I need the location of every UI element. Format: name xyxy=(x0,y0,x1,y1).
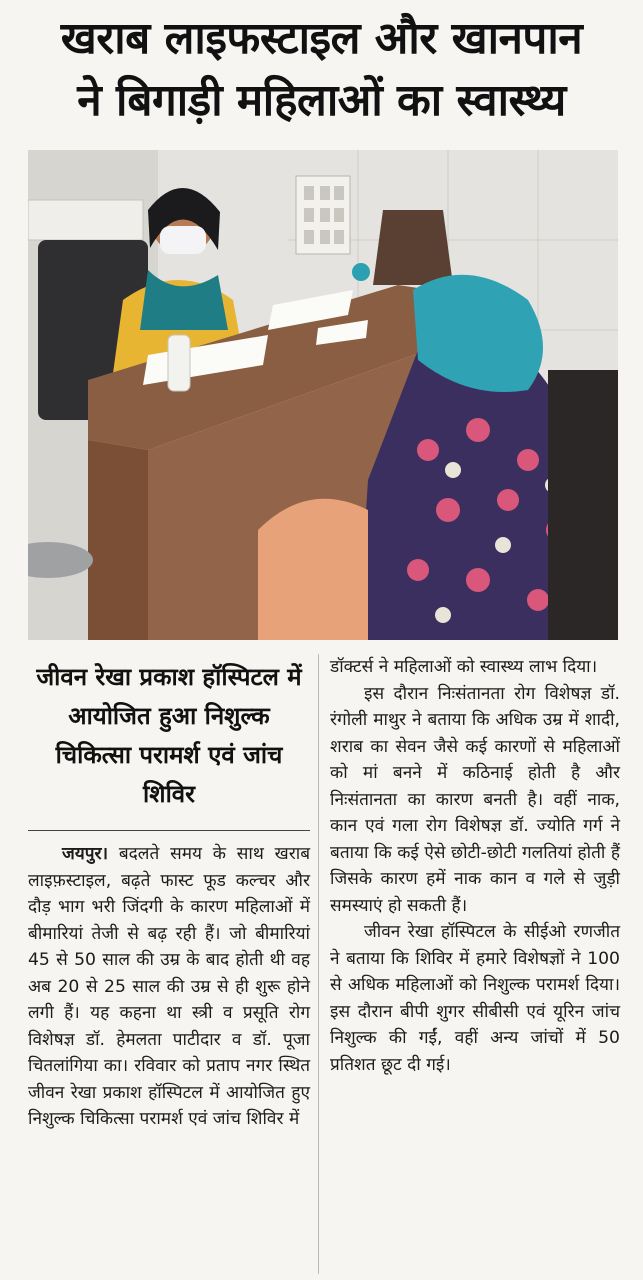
left-column xyxy=(28,654,310,1274)
right-column xyxy=(330,654,620,1274)
subheadline-rule xyxy=(28,830,310,831)
headline-line-1: खराब लाइफस्टाइल और खानपान xyxy=(60,13,583,64)
right-paragraph-3: जीवन रेखा हॉस्पिटल के सीईओ रणजीत ने बताया कि शिविर में हमारे विशेषज्ञों ने 100 से अधिक महिलाओं को निशुल्क परामर्श दिया। इस दौरान बीपी शुगर सीबीसी एवं यूरिन जांच निशुल्क की गईं, वहीं अन्य जांचों में 50 प्रतिशत छूट दी गई। xyxy=(330,922,620,1075)
left-paragraph-text: बदलते समय के साथ खराब लाइफ़स्टाइल, बढ़ते फास्ट फूड कल्चर और दौड़ भाग भरी जिंदगी के कारण महिलाओं में बीमारियां तेजी से बढ़ रही हैं। जो बीमारियां 45 से 50 साल की उम्र के बाद होती थी वह अब 20 से 25 साल की उम्र से ही शुरू होने लगी हैं। यह कहना था स्त्री व प्रसूति रोग विशेषज्ञ डॉ. हेमलता पाटीदार व डॉ. पूजा चितलांगिया का। रविवार को प्रताप नगर स्थित जीवन रेखा प्रकाश हॉस्पिटल में आयोजित हुए निशुल्क चिकित्सा परामर्श एवं जांच शिविर में xyxy=(28,844,311,1129)
clinic-consultation-photo xyxy=(28,150,618,640)
left-paragraph xyxy=(28,841,310,1133)
column-divider xyxy=(318,654,319,1274)
headline-line-2: ने बिगाड़ी महिलाओं का स्वास्थ्य xyxy=(77,75,566,126)
headline xyxy=(10,8,633,140)
news-photo xyxy=(28,150,618,640)
right-paragraph-1: डॉक्टर्स ने महिलाओं को स्वास्थ्य लाभ दिया। xyxy=(330,657,598,677)
dateline: जयपुर। xyxy=(62,844,109,864)
subheadline: जीवन रेखा प्रकाश हॉस्पिटल में आयोजित हुआ निशुल्क चिकित्सा परामर्श एवं जांच शिविर xyxy=(36,663,302,808)
right-paragraph-2: इस दौरान निःसंतानता रोग विशेषज्ञ डॉ. रंगोली माथुर ने बताया कि अधिक उम्र में शादी, शराब का सेवन जैसे कई कारणों से महिलाओं को मां बनने में कठिनाई होती है और निःसंतानता का कारण बनती है। वहीं नाक, कान एवं गला रोग विशेषज्ञ डॉ. ज्योति गर्ग ने बताया कि कई ऐसे छोटी-छोटी गलतियां होती हैं जिसके कारण हमें नाक कान व गले से जुड़ी समस्याएं हो सकती हैं। xyxy=(330,683,620,916)
